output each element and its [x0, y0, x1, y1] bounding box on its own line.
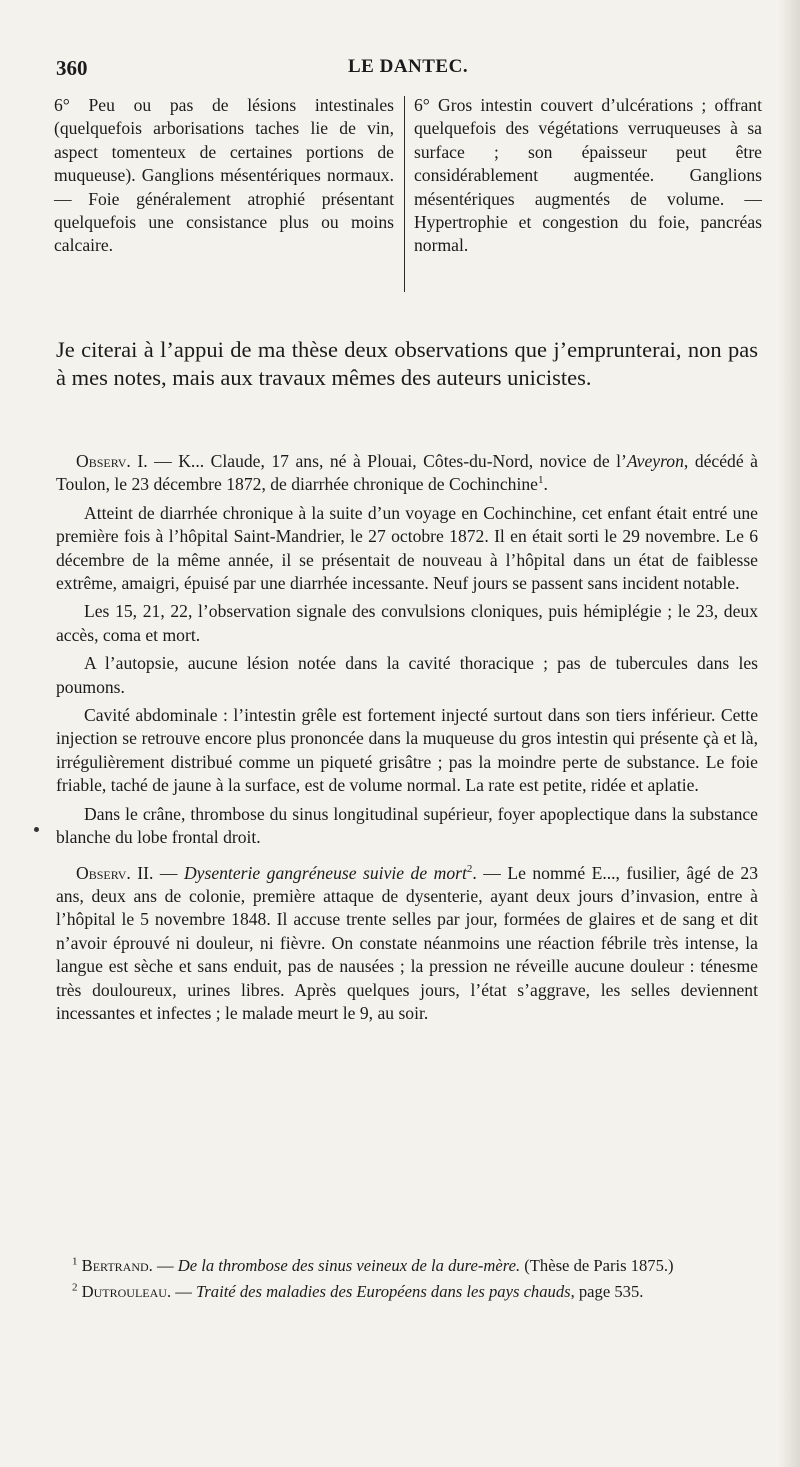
ship-name: Aveyron: [626, 451, 684, 471]
footnote-ref-2: 2: [466, 862, 473, 875]
comparison-columns: [54, 94, 764, 304]
page-number: 360: [56, 56, 88, 80]
footnote-author: Dutrouleau.: [81, 1281, 172, 1301]
ink-speck: [34, 827, 39, 832]
footnote-title: De la thrombose des sinus veineux de la dure-mère.: [177, 1256, 521, 1275]
observation-1-paragraph: Cavité abdominale : l’intestin grêle est fortement injecté surtout dans son tiers inférieur. Cette injection se retrouve encore plus prononcée dans la muqueuse du gros intestin qui présente çà et là, irrégulièrement distribué comme un piqueté grisâtre ; pas la moindre perte de substance. Le foie friable, taché de jaune à la surface, est de volume normal. La rate est petite, ridée et aplatie.: [56, 705, 758, 796]
running-head: LE DANTEC.: [348, 56, 469, 77]
footnote-ref-1: 1: [537, 474, 544, 487]
observation-2-title: Dysenterie gangréneuse suivie de mort: [183, 862, 467, 883]
observation-1-paragraph: Dans le crâne, thrombose du sinus longitudinal supérieur, foyer apoplectique dans la substance blanche du lobe frontal droit.: [56, 803, 758, 848]
observation-1-label: Observ. I.: [76, 451, 148, 471]
footnote-2: $^2$ Dutrouleau. — Traité des maladies des Européens dans les pays chauds, page 535.: [72, 1280, 644, 1301]
observation-2-label: Observ. II.: [76, 862, 154, 883]
column-divider: [404, 96, 405, 292]
footnote-author: Bertrand.: [81, 1256, 153, 1275]
left-column-text: 6° Peu ou pas de lésions intestinales (quelquefois arborisations taches lie de vin, aspect tomenteux de certaines portions de muqueuse). Ganglions mésentériques normaux. — Foie généralement atrophié présentant quelquefois une consistance plus ou moins calcaire.: [54, 95, 394, 256]
right-column-text: 6° Gros intestin couvert d’ulcérations ; offrant quelquefois des végétations verruqueuses à sa surface ; son épaisseur peut être considérablement augmentée. Ganglions mésentériques augmentés de volume. — Hypertrophie et congestion du foie, pancréas normal.: [414, 95, 762, 256]
footnote-title: Traité des maladies des Européens dans les pays chauds: [196, 1281, 571, 1301]
footnote-1: $^1$ Bertrand. — De la thrombose des sinus veineux de la dure-mère. (Thèse de Paris 1875.): [72, 1255, 674, 1275]
page-header: [56, 56, 762, 84]
observations-body: [56, 450, 758, 1025]
observation-2-paragraph: Observ. II. — Dysenterie gangréneuse suivie de mort$^2$. — Le nommé E..., fusilier, âgé de 23 ans, deux ans de colonie, première attaque de dysenterie, ayant deux jours d’invasion, entre à l’hôpital le 5 novembre 1848. Il accuse trente selles par jour, formées de glaires et de sang et dit n’avoir éprouvé ni douleur, ni fièvre. On constate néanmoins une réaction fébrile très intense, la langue est sèche et sans enduit, pas de nausées ; la pression ne réveille aucune douleur : ténesme très douloureux, urines libres. Après quelques jours, l’état s’aggrave, les selles deviennent incessantes et infectes ; le malade meurt le 9, au soir.: [56, 862, 758, 1023]
page-edge-shadow: [778, 0, 800, 1467]
footnotes: [56, 1255, 758, 1306]
observation-1-paragraph: Les 15, 21, 22, l’observation signale des convulsions cloniques, puis hémiplégie ; le 23, deux accès, coma et mort.: [56, 601, 758, 645]
observation-1-heading: Observ. I. — K... Claude, 17 ans, né à Plouai, Côtes-du-Nord, novice de l’Aveyron, décédé à Toulon, le 23 décembre 1872, de diarrhée chronique de Cochinchine$^1$.: [56, 451, 758, 495]
lead-paragraph: Je citerai à l’appui de ma thèse deux observations que j’emprunterai, non pas à mes notes, mais aux travaux mêmes des auteurs unicistes.: [56, 337, 758, 390]
observation-1-paragraph: Atteint de diarrhée chronique à la suite d’un voyage en Cochinchine, cet enfant était entré une première fois à l’hôpital Saint-Mandrier, le 27 octobre 1872. Il en était sorti le 29 novembre. Le 6 décembre de la même année, il se présentait de nouveau à l’hôpital dans un état de faiblesse extrême, amaigri, épuisé par une diarrhée incessante. Neuf jours se passent sans incident notable.: [56, 502, 758, 594]
observation-1-paragraph: A l’autopsie, aucune lésion notée dans la cavité thoracique ; pas de tubercules dans les poumons.: [56, 653, 758, 697]
